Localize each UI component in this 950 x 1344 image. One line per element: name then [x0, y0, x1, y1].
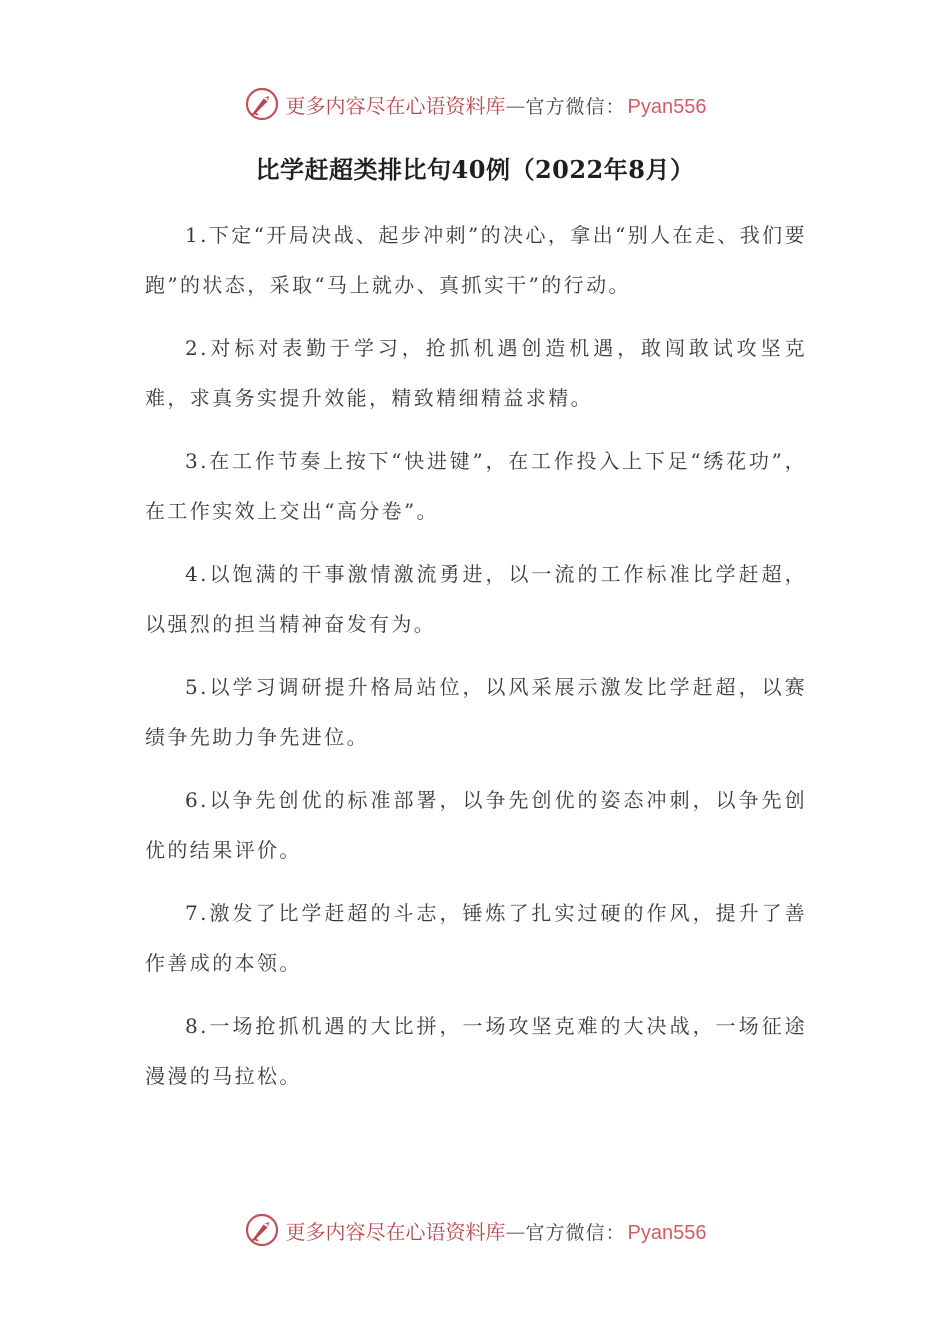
banner-dash: —	[505, 1219, 526, 1244]
paragraph: 7.激发了比学赶超的斗志，锤炼了扎实过硬的作风，提升了善作善成的本领。	[145, 901, 807, 975]
document-title: 比学赶超类排比句40例（2022年8月）	[255, 155, 695, 184]
paragraph: 2.对标对表勤于学习，抢抓机遇创造机遇，敢闯敢试攻坚克难，求真务实提升效能，精致精细精益求精。	[145, 336, 807, 410]
pen-nib-logo-icon	[244, 86, 280, 122]
paragraph: 3.在工作节奏上按下“快进键”，在工作投入上下足“绣花功”，在工作实效上交出“高分卷”。	[145, 449, 807, 523]
banner-text	[286, 90, 707, 119]
banner-wechat-id: Pyan556	[627, 95, 707, 118]
paragraph: 4.以饱满的干事激情激流勇进，以一流的工作标准比学赶超，以强烈的担当精神奋发有为。	[145, 562, 807, 636]
banner-dash: —	[505, 93, 526, 118]
banner-wechat-label: 官方微信：	[525, 1221, 626, 1244]
banner-wechat-label: 官方微信：	[525, 95, 626, 118]
pen-nib-logo-icon	[244, 1212, 280, 1248]
document-body	[145, 210, 807, 1114]
banner-wechat-id: Pyan556	[627, 1221, 707, 1244]
footer-banner	[0, 1210, 950, 1250]
paragraph: 1.下定“开局决战、起步冲刺”的决心，拿出“别人在走、我们要跑”的状态，采取“马上就办、真抓实干”的行动。	[145, 223, 807, 297]
banner-text	[286, 1216, 707, 1245]
banner-brand: 更多内容尽在心语资料库	[285, 1219, 506, 1244]
paragraph: 8.一场抢抓机遇的大比拼，一场攻坚克难的大决战，一场征途漫漫的马拉松。	[145, 1014, 807, 1088]
banner-brand: 更多内容尽在心语资料库	[285, 93, 506, 118]
header-banner	[0, 84, 950, 124]
paragraph: 6.以争先创优的标准部署，以争先创优的姿态冲刺，以争先创优的结果评价。	[145, 788, 807, 862]
paragraph: 5.以学习调研提升格局站位，以风采展示激发比学赶超，以赛绩争先助力争先进位。	[145, 675, 807, 749]
